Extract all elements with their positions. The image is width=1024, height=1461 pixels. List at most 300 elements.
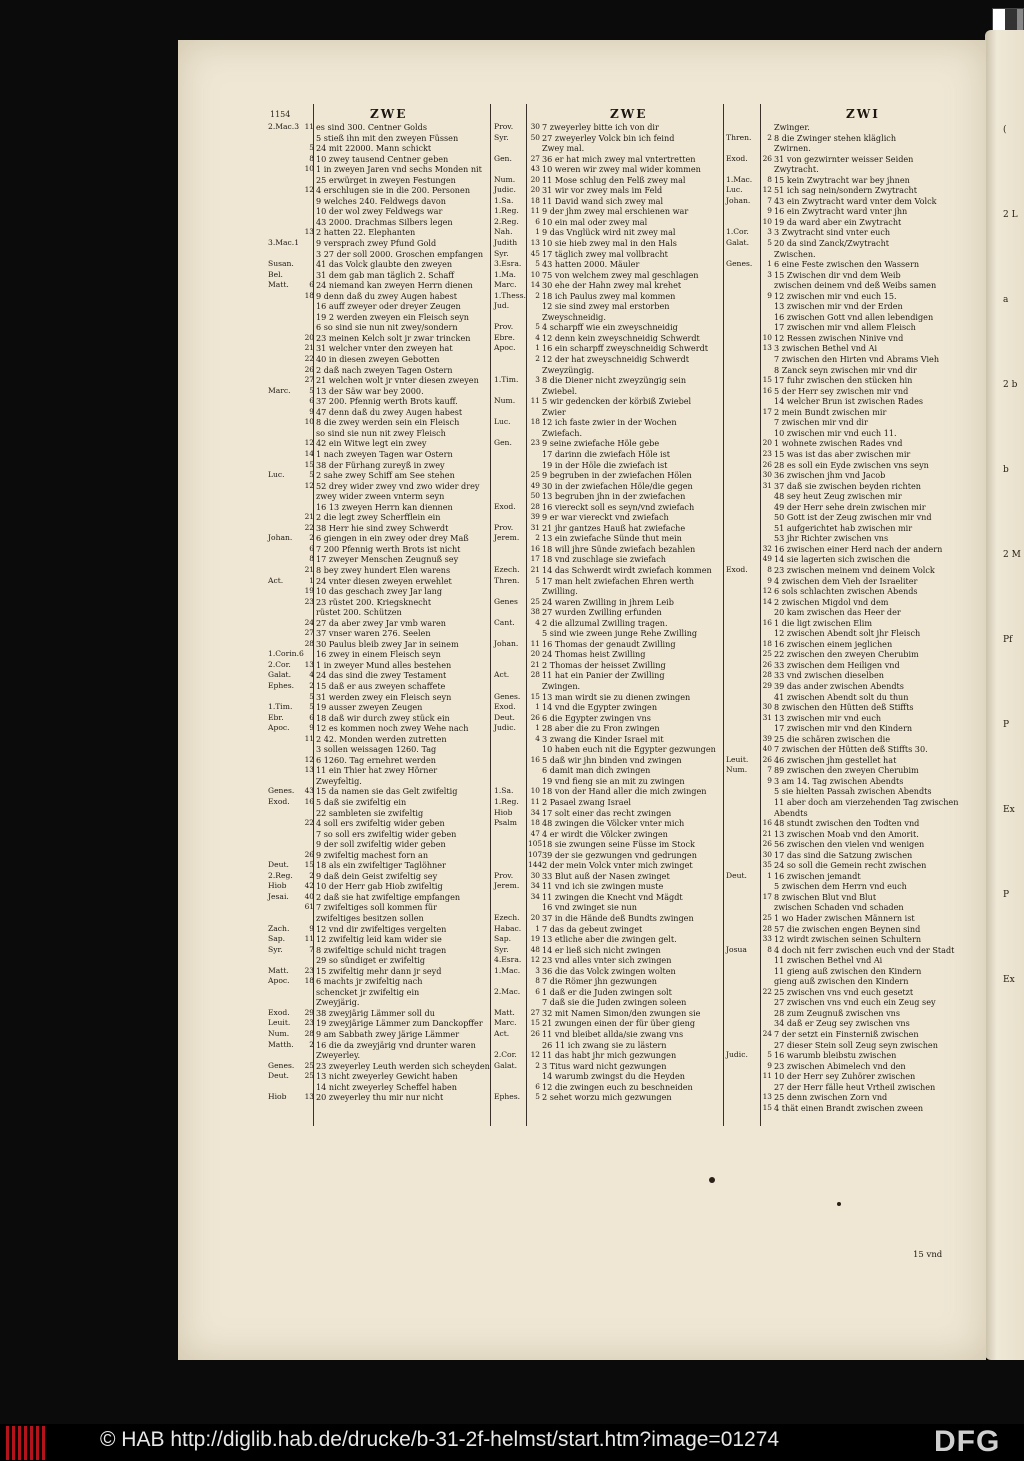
- verse-text: 38 Herr hie sind zwey Schwerdt: [316, 522, 449, 533]
- book-reference: [726, 354, 760, 365]
- verse-text: 2 Pasael zwang Israel: [542, 797, 631, 807]
- concordance-entry: [268, 238, 480, 249]
- chapter-number: [302, 217, 316, 228]
- edge-text-fragment: a: [1003, 295, 1009, 305]
- chapter-number: 9: [767, 575, 772, 585]
- verse-text: 6 machts jr zwifeltig nach: [316, 976, 423, 987]
- book-reference: [268, 997, 302, 1008]
- concordance-entry: [726, 175, 938, 186]
- book-reference: [726, 1061, 760, 1072]
- chapter-number: 15: [304, 860, 314, 870]
- concordance-column-2: [494, 122, 716, 1103]
- verse-text: 12 sie sind zwey mal erstorben: [542, 301, 670, 312]
- chapter-number: [302, 776, 316, 787]
- chapter-number: 2: [535, 354, 540, 364]
- concordance-entry: [494, 850, 706, 861]
- concordance-entry: [268, 470, 480, 481]
- book-reference: Genes.: [494, 691, 521, 701]
- concordance-entry: [494, 375, 706, 386]
- book-reference: [494, 892, 528, 903]
- verse-text: 9 seine zwiefache Höle gebe: [542, 438, 660, 449]
- book-reference: [268, 955, 302, 966]
- concordance-entry: [726, 639, 938, 650]
- chapter-number: 23: [762, 448, 772, 458]
- concordance-entry: [494, 164, 706, 175]
- concordance-entry: [494, 618, 706, 629]
- chapter-number: 6: [309, 543, 314, 553]
- book-reference: Ebre.: [494, 332, 515, 342]
- book-reference: [268, 217, 302, 228]
- book-reference: [726, 365, 760, 376]
- book-reference: [268, 491, 302, 502]
- concordance-entry: [726, 734, 938, 745]
- verse-text: 10 weren wir zwey mal wider kommen: [542, 164, 701, 175]
- concordance-entry: [494, 976, 706, 987]
- book-reference: 2.Cor.: [494, 1050, 517, 1060]
- chapter-number: [302, 301, 316, 312]
- chapter-number: 17: [762, 406, 772, 416]
- concordance-entry: [726, 660, 938, 671]
- concordance-entry: [494, 755, 706, 766]
- book-reference: [726, 270, 760, 281]
- chapter-number: 18: [530, 417, 540, 427]
- book-reference: Cant.: [494, 617, 515, 627]
- chapter-number: 42: [304, 881, 314, 891]
- book-reference: Judith: [494, 238, 518, 248]
- verse-text: 27 zwischen vns vnd euch ein Zeug sey: [774, 997, 936, 1008]
- chapter-number: [760, 164, 774, 175]
- verse-text: 10 zwischen mir vnd euch 11.: [774, 427, 897, 438]
- chapter-number: 25: [530, 470, 540, 480]
- book-reference: 1.Sa.: [494, 786, 514, 796]
- book-reference: Galat.: [494, 1060, 518, 1070]
- book-reference: Syr.: [268, 944, 283, 954]
- verse-text: 7 die Römer jhn gezwungen: [542, 976, 658, 987]
- chapter-number: [760, 417, 774, 428]
- verse-text: 17 solt einer das recht zwingen: [542, 807, 672, 818]
- verse-text: 5 stieß ihn mit den zweyen Füssen: [316, 132, 459, 143]
- book-reference: [268, 987, 302, 998]
- book-reference: [494, 1071, 528, 1082]
- verse-text: 12 zwischen Abendt solt jhr Fleisch: [774, 628, 921, 639]
- concordance-entry: [726, 586, 938, 597]
- book-reference: [726, 386, 760, 397]
- concordance-entry: [726, 944, 955, 956]
- book-reference: [268, 765, 302, 776]
- verse-text: 16 zwischen jemandt: [774, 870, 861, 881]
- chapter-number: 20: [530, 913, 540, 923]
- chapter-number: 5: [535, 575, 540, 585]
- verse-text: 12 vnd dir zwifeltiges vergelten: [316, 923, 447, 934]
- chapter-number: 9: [767, 1060, 772, 1070]
- concordance-entry: [268, 481, 480, 492]
- verse-text: 49 der Herr sehe drein zwischen mir: [774, 501, 926, 512]
- concordance-entry: [726, 1092, 938, 1103]
- concordance-entry: [726, 1040, 938, 1051]
- book-reference: [726, 122, 760, 133]
- verse-text: 3 am 14. Tag zwischen Abendts: [774, 775, 904, 786]
- copyright-link[interactable]: © HAB http://diglib.hab.de/drucke/b-31-2f-helmst/start.htm?image=01274: [100, 1428, 780, 1451]
- concordance-entry: [268, 449, 480, 460]
- verse-text: 51 ich sag nein/sondern Zwytracht: [774, 185, 917, 196]
- book-reference: [268, 829, 302, 840]
- book-reference: 1.Reg.: [494, 797, 519, 806]
- book-reference: [494, 481, 528, 492]
- chapter-number: 5: [309, 691, 314, 701]
- verse-text: 25 erwürget in zweyen Festungen: [316, 174, 456, 185]
- book-reference: [268, 808, 302, 819]
- chapter-number: 12: [762, 586, 772, 596]
- chapter-number: [302, 491, 316, 502]
- chapter-number: [528, 744, 542, 755]
- book-reference: Act.: [494, 1029, 510, 1039]
- verse-text: 7 200 Pfennig werth Brots ist nicht: [316, 543, 461, 554]
- verse-text: 17 darinn die zwiefach Höle ist: [542, 448, 671, 459]
- chapter-number: 23: [530, 438, 540, 448]
- chapter-number: 38: [530, 607, 540, 617]
- verse-text: 43 2000. Drachmas Silbers legen: [316, 216, 453, 227]
- chapter-number: [528, 628, 542, 639]
- verse-text: 34 daß er Zeug sey zwischen vns: [774, 1018, 910, 1029]
- book-reference: [268, 333, 302, 344]
- verse-text: 16 ein scharpff zweyschneidig Schwerdt: [542, 343, 709, 354]
- chapter-number: 25: [530, 596, 540, 606]
- concordance-entry: [726, 892, 938, 903]
- book-reference: [268, 618, 302, 629]
- book-reference: 1.Corin.6: [268, 649, 304, 659]
- book-reference: [726, 902, 760, 913]
- verse-text: 9 daß dein Geist zwifeltig sey: [316, 870, 438, 881]
- concordance-entry: [268, 280, 480, 291]
- chapter-number: 16: [762, 385, 772, 395]
- chapter-number: [302, 829, 316, 840]
- verse-text: 17 das sind die Satzung zwischen: [774, 849, 913, 860]
- verse-text: 4 scharpff wie ein zweyschneidig: [542, 322, 678, 333]
- verse-text: 5 zwischen dem Herrn vnd euch: [774, 881, 907, 892]
- concordance-entry: [268, 196, 480, 207]
- concordance-entry: [726, 702, 938, 713]
- book-reference: [268, 143, 302, 154]
- chapter-number: 1: [535, 343, 540, 353]
- verse-text: 47 denn daß du zwey Augen habest: [316, 406, 463, 417]
- verse-text: 33 zwischen dem Heiligen vnd: [774, 659, 900, 670]
- chapter-number: 26: [762, 754, 772, 764]
- chapter-number: 17: [530, 554, 540, 564]
- book-reference: [726, 955, 760, 966]
- concordance-entry: [494, 449, 706, 460]
- verse-text: 16 zwey in einem Fleisch seyn: [316, 649, 441, 660]
- verse-text: 28 es soll ein Eyde zwischen vns seyn: [774, 459, 929, 470]
- concordance-entry: [494, 564, 712, 576]
- chapter-number: 15: [530, 1018, 540, 1028]
- verse-text: 17 zwischen mir vnd allem Fleisch: [774, 322, 916, 333]
- book-reference: 1.Sa.: [494, 195, 514, 205]
- book-reference: Johan.: [494, 638, 519, 648]
- concordance-entry: [494, 259, 706, 270]
- verse-text: 6 so sind sie nun nit zwey/sondern: [316, 322, 458, 333]
- concordance-entry: [494, 723, 706, 734]
- verse-text: 17 zwischen mir vnd den Kindern: [774, 723, 913, 734]
- verse-text: 19 in der Höle die zwiefach ist: [542, 459, 668, 470]
- verse-text: 11 zwingen die Knecht vnd Mägdt: [542, 891, 683, 902]
- concordance-entry: [494, 185, 706, 196]
- concordance-entry: [726, 533, 938, 544]
- concordance-entry: [494, 902, 706, 913]
- book-reference: Matt.: [268, 280, 289, 290]
- chapter-number: 21: [304, 343, 314, 353]
- verse-text: 19 vnd fieng sie an mit zu zwingen: [542, 775, 685, 786]
- verse-text: 13 zwischen mir vnd der Erden: [774, 301, 903, 312]
- book-reference: [268, 164, 302, 175]
- verse-text: Zwirnen.: [774, 143, 811, 154]
- verse-text: 17 fuhr zwischen den stücken hin: [774, 375, 913, 386]
- chapter-number: 14: [304, 448, 314, 458]
- concordance-entry: [726, 776, 938, 787]
- concordance-entry: [494, 533, 706, 544]
- concordance-entry: [494, 576, 706, 587]
- verse-text: 9 er war viereckt vnd zwiefach: [542, 512, 669, 523]
- concordance-entry: [268, 523, 480, 534]
- verse-text: 48 sey heut Zeug zwischen mir: [774, 491, 902, 502]
- verse-text: 7 zwifeltiges soll kommen für: [316, 902, 437, 913]
- chapter-number: 28: [762, 670, 772, 680]
- book-reference: [726, 1071, 760, 1082]
- book-reference: [726, 692, 760, 703]
- book-reference: [726, 670, 760, 681]
- chapter-number: 26: [762, 659, 772, 669]
- verse-text: 3 zwischen Bethel vnd Ai: [774, 343, 878, 354]
- chapter-number: [528, 143, 542, 154]
- book-reference: Jud.: [494, 301, 510, 311]
- book-reference: [726, 966, 760, 977]
- concordance-entry: [494, 871, 706, 882]
- chapter-number: 2: [535, 290, 540, 300]
- concordance-entry: [494, 713, 706, 724]
- concordance-entry: [494, 227, 706, 238]
- verse-text: 24 niemand kan zweyen Herrn dienen: [316, 280, 473, 291]
- book-reference: [726, 987, 760, 998]
- concordance-entry: [268, 755, 480, 766]
- verse-text: 12 zwischen mir vnd euch 15.: [774, 290, 897, 301]
- chapter-number: [760, 902, 774, 913]
- concordance-entry: [494, 670, 706, 681]
- concordance-entry: [268, 554, 480, 565]
- chapter-number: [760, 1040, 774, 1051]
- verse-text: 37 in die Hände deß Bundts zwingen: [542, 913, 694, 924]
- verse-text: 27 zweyerley Volck bin ich feind: [542, 132, 675, 143]
- verse-text: Zweyfeltig.: [316, 775, 362, 786]
- chapter-number: 5: [535, 322, 540, 332]
- chapter-number: 18: [530, 818, 540, 828]
- concordance-entry: [268, 776, 480, 787]
- verse-text: 31 von gezwirnter weisser Seiden: [774, 153, 914, 164]
- book-reference: Zach.: [268, 923, 290, 933]
- book-reference: [268, 407, 302, 418]
- concordance-entry: [726, 259, 938, 270]
- chapter-number: [302, 1082, 316, 1093]
- concordance-entry: [494, 154, 706, 165]
- book-reference: Exod.: [726, 153, 748, 163]
- chapter-number: [760, 881, 774, 892]
- book-reference: Syr.: [494, 132, 509, 142]
- concordance-entry: [268, 1092, 480, 1103]
- chapter-number: 5: [309, 470, 314, 480]
- concordance-entry: [726, 966, 938, 977]
- concordance-entry: [726, 481, 938, 492]
- verse-text: 13 man wirdt sie zu dienen zwingen: [542, 691, 691, 702]
- concordance-entry: [726, 1103, 938, 1114]
- book-reference: Apoc.: [268, 723, 290, 733]
- book-reference: Prov.: [494, 322, 514, 332]
- chapter-number: 4: [535, 332, 540, 342]
- verse-text: 23 vnd alles vnter sich zwingen: [542, 955, 672, 966]
- chapter-number: 1: [535, 923, 540, 933]
- verse-text: 27 der Herr fälle heut Vrtheil zwischen: [774, 1081, 936, 1092]
- concordance-entry: [494, 322, 706, 333]
- concordance-entry: [494, 639, 706, 650]
- verse-text: 12 ich faste zwier in der Wochen: [542, 417, 677, 428]
- book-reference: Ezech.: [494, 564, 520, 574]
- chapter-number: 32: [762, 543, 772, 553]
- concordance-entry: [494, 1092, 706, 1103]
- concordance-entry: [268, 544, 480, 555]
- book-reference: Exod.: [268, 1007, 290, 1017]
- book-reference: Act.: [494, 670, 510, 680]
- concordance-entry: [726, 196, 938, 207]
- concordance-entry: [268, 850, 480, 861]
- concordance-entry: [268, 248, 484, 260]
- concordance-entry: [268, 829, 480, 840]
- column-header-1: ZWE: [370, 107, 408, 121]
- concordance-entry: [494, 829, 706, 840]
- chapter-number: 20: [304, 332, 314, 342]
- book-reference: 2.Reg.: [268, 870, 293, 880]
- concordance-entry: [268, 143, 480, 154]
- chapter-number: 34: [530, 881, 540, 891]
- concordance-entry: [268, 565, 480, 576]
- chapter-number: [528, 586, 542, 597]
- book-reference: [726, 428, 760, 439]
- chapter-number: [528, 776, 542, 787]
- book-reference: 3.Mac.1: [268, 238, 300, 248]
- concordance-entry: [494, 649, 706, 660]
- verse-text: 15 da namen sie das Gelt zwifeltig: [316, 786, 458, 797]
- chapter-number: 28: [304, 1029, 314, 1039]
- chapter-number: 61: [304, 902, 314, 912]
- chapter-number: [302, 607, 316, 618]
- verse-text: 2 daß sie hat zwifeltige empfangen: [316, 891, 461, 902]
- verse-text: 7 zwischen den Hirten vnd Abrams Vieh: [774, 354, 940, 365]
- verse-text: 9 welches 240. Feldwegs davon: [316, 195, 446, 206]
- verse-text: 1 die ligt zwischen Elim: [774, 617, 873, 628]
- chapter-number: 26: [304, 364, 314, 374]
- chapter-number: 9: [767, 775, 772, 785]
- chapter-number: 26: [530, 1029, 540, 1039]
- book-reference: [726, 523, 760, 534]
- book-reference: [268, 354, 302, 365]
- dfg-logo: DFG: [934, 1425, 1001, 1458]
- chapter-number: [760, 122, 774, 133]
- verse-text: 11 aber doch am vierzehenden Tag zwischen: [774, 797, 959, 807]
- concordance-entry: [494, 607, 706, 618]
- book-reference: [726, 1082, 760, 1093]
- book-reference: [726, 544, 760, 555]
- concordance-entry: [268, 333, 480, 344]
- book-reference: 1.Cor.: [726, 227, 749, 237]
- book-reference: [494, 386, 528, 397]
- verse-text: 51 aufgerichtet hab zwischen mir: [774, 522, 913, 533]
- chapter-number: [760, 523, 774, 534]
- verse-text: 3 sollen weissagen 1260. Tag: [316, 744, 437, 755]
- book-reference: [726, 291, 760, 302]
- concordance-entry: [494, 808, 706, 819]
- concordance-entry: [494, 502, 706, 513]
- chapter-number: 43: [304, 786, 314, 796]
- verse-text: 14 das Schwerdt wirdt zwiefach kommen: [542, 564, 712, 575]
- verse-text: 16 zwischen einem jeglichen: [774, 638, 893, 649]
- concordance-entry: [726, 386, 938, 397]
- chapter-number: [302, 206, 316, 217]
- chapter-number: 10: [762, 332, 772, 342]
- concordance-entry: [726, 713, 938, 724]
- chapter-number: 5: [767, 1050, 772, 1060]
- concordance-entry: [494, 628, 706, 639]
- concordance-entry: [268, 154, 480, 165]
- concordance-entry: [726, 913, 938, 924]
- chapter-number: 8: [535, 976, 540, 986]
- concordance-entry: [726, 839, 938, 850]
- verse-text: 11 David wand sich zwey mal: [542, 195, 664, 206]
- book-reference: [268, 776, 302, 787]
- verse-text: 13 begruben jhn in der zwiefachen: [542, 491, 686, 502]
- chapter-number: 11: [762, 1071, 772, 1081]
- verse-text: 20 zweyerley thu mir nur nicht: [316, 1092, 444, 1103]
- book-reference: Bel.: [268, 269, 283, 279]
- concordance-entry: [726, 523, 938, 534]
- concordance-entry: [494, 945, 706, 956]
- verse-text: 22 sambleten sie zwifeltig: [316, 807, 424, 818]
- verse-text: 18 ich Paulus zwey mal kommen: [542, 290, 676, 301]
- verse-text: 8 die Diener nicht zweyzüngig sein: [542, 375, 687, 386]
- chapter-number: 3: [535, 375, 540, 385]
- verse-text: 11 ein Thier hat zwey Hörner: [316, 765, 438, 776]
- verse-text: 12 zwifeltig leid kam wider sie: [316, 934, 442, 945]
- book-reference: [726, 924, 760, 935]
- chapter-number: 12: [530, 1050, 540, 1060]
- verse-text: 6 eine Feste zwischen den Wassern: [774, 259, 920, 270]
- concordance-entry: [494, 249, 706, 260]
- concordance-entry: [494, 913, 706, 924]
- concordance-entry: [726, 924, 938, 935]
- chapter-number: [302, 238, 316, 249]
- chapter-number: [760, 955, 774, 966]
- verse-text: 23 rüstet 200. Kriegsknecht: [316, 596, 432, 607]
- concordance-entry: [268, 1008, 480, 1019]
- concordance-entry: [268, 512, 480, 523]
- verse-text: 23 meinen Kelch solt jr zwar trincken: [316, 332, 471, 343]
- chapter-number: 28: [304, 638, 314, 648]
- concordance-entry: [268, 871, 480, 882]
- book-reference: Prov.: [494, 122, 514, 131]
- verse-text: 33 vnd zwischen dieselben: [774, 670, 884, 681]
- chapter-number: 45: [530, 248, 540, 258]
- book-reference: [494, 607, 528, 618]
- book-reference: [494, 1040, 528, 1051]
- book-reference: [726, 1008, 760, 1019]
- verse-text: 19 zweyjärige Lämmer zum Danckopffer: [316, 1018, 483, 1029]
- verse-text: 38 der Fürhang zureyß in zwey: [316, 459, 445, 470]
- concordance-entry: [726, 185, 938, 196]
